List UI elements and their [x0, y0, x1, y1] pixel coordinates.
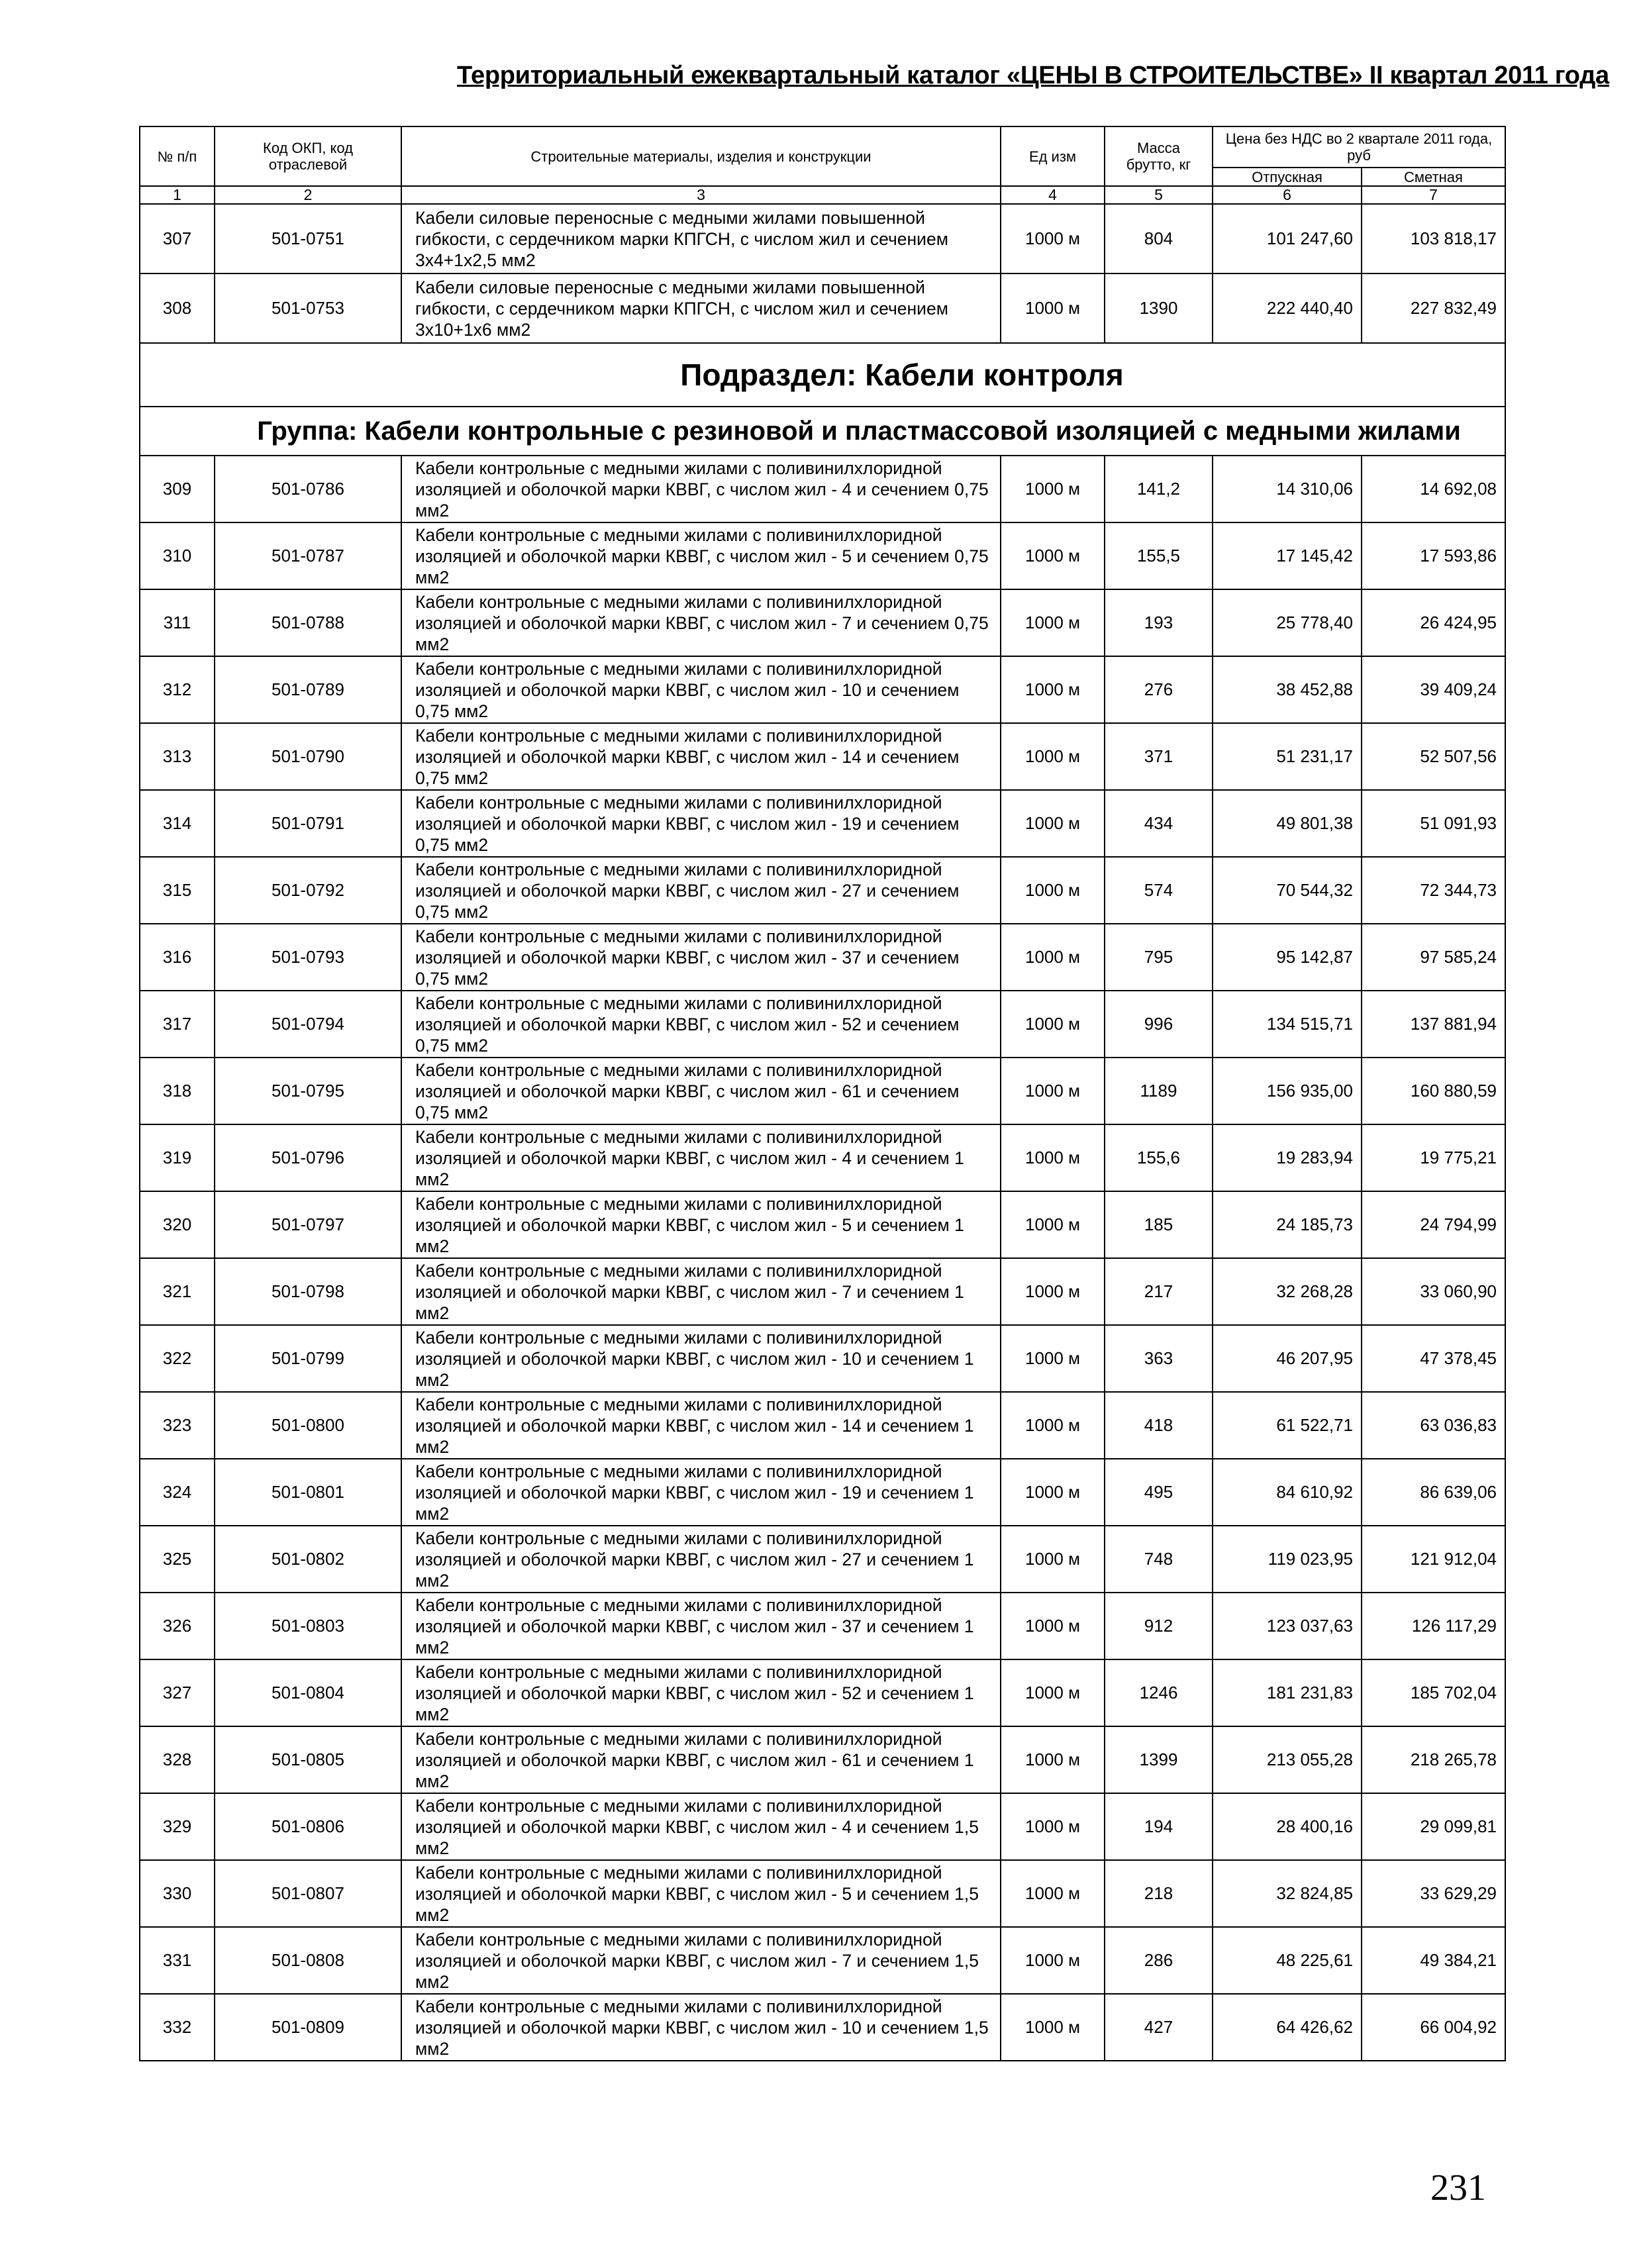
row-description: Кабели контрольные с медными жилами с поливинилхлоридной изоляцией и оболочкой марки КВВГ, с числом жил - 61 и сечением 1 мм2	[401, 1726, 1001, 1793]
row-mass: 427	[1105, 1994, 1213, 2061]
row-description: Кабели контрольные с медными жилами с поливинилхлоридной изоляцией и оболочкой марки КВВГ, с числом жил - 14 и сечением 1 мм2	[401, 1392, 1001, 1459]
row-price-release: 101 247,60	[1213, 204, 1362, 273]
table-row	[140, 924, 1505, 991]
row-code: 501-0797	[215, 1191, 401, 1258]
subsection-title-row	[140, 343, 1505, 407]
row-code: 501-0799	[215, 1325, 401, 1392]
row-number: 314	[140, 790, 215, 857]
col-header-num: № п/п	[140, 126, 215, 186]
row-unit: 1000 м	[1001, 723, 1105, 790]
row-price-estimate: 227 832,49	[1362, 273, 1505, 343]
table-row	[140, 522, 1505, 589]
row-mass: 1399	[1105, 1726, 1213, 1793]
row-code: 501-0804	[215, 1659, 401, 1726]
row-code: 501-0803	[215, 1593, 401, 1659]
row-number: 326	[140, 1593, 215, 1659]
row-price-release: 32 824,85	[1213, 1860, 1362, 1927]
row-price-release: 213 055,28	[1213, 1726, 1362, 1793]
row-price-estimate: 218 265,78	[1362, 1726, 1505, 1793]
table-row	[140, 1392, 1505, 1459]
row-unit: 1000 м	[1001, 1927, 1105, 1994]
row-number: 324	[140, 1459, 215, 1526]
row-unit: 1000 м	[1001, 589, 1105, 656]
row-unit: 1000 м	[1001, 273, 1105, 343]
row-unit: 1000 м	[1001, 1793, 1105, 1860]
row-code: 501-0798	[215, 1258, 401, 1325]
row-number: 311	[140, 589, 215, 656]
row-price-estimate: 24 794,99	[1362, 1191, 1505, 1258]
table-row	[140, 1058, 1505, 1124]
row-price-release: 84 610,92	[1213, 1459, 1362, 1526]
col-header-unit: Ед изм	[1001, 126, 1105, 186]
row-price-release: 38 452,88	[1213, 656, 1362, 723]
row-unit: 1000 м	[1001, 1659, 1105, 1726]
row-unit: 1000 м	[1001, 1325, 1105, 1392]
row-mass: 1189	[1105, 1058, 1213, 1124]
row-description: Кабели контрольные с медными жилами с поливинилхлоридной изоляцией и оболочкой марки КВВГ, с числом жил - 4 и сечением 1 мм2	[401, 1124, 1001, 1191]
table-row	[140, 857, 1505, 924]
row-number: 332	[140, 1994, 215, 2061]
row-code: 501-0792	[215, 857, 401, 924]
row-unit: 1000 м	[1001, 1593, 1105, 1659]
row-number: 323	[140, 1392, 215, 1459]
table-row	[140, 656, 1505, 723]
row-number: 317	[140, 991, 215, 1058]
row-price-release: 51 231,17	[1213, 723, 1362, 790]
table-row	[140, 1191, 1505, 1258]
row-number: 330	[140, 1860, 215, 1927]
row-number: 316	[140, 924, 215, 991]
row-description: Кабели контрольные с медными жилами с поливинилхлоридной изоляцией и оболочкой марки КВВГ, с числом жил - 19 и сечением 0,75 мм2	[401, 790, 1001, 857]
row-code: 501-0751	[215, 204, 401, 273]
row-price-release: 134 515,71	[1213, 991, 1362, 1058]
row-price-estimate: 33 629,29	[1362, 1860, 1505, 1927]
table-row	[140, 273, 1505, 343]
row-price-release: 25 778,40	[1213, 589, 1362, 656]
row-price-release: 119 023,95	[1213, 1526, 1362, 1593]
row-number: 328	[140, 1726, 215, 1793]
row-description: Кабели контрольные с медными жилами с поливинилхлоридной изоляцией и оболочкой марки КВВГ, с числом жил - 27 и сечением 0,75 мм2	[401, 857, 1001, 924]
col-number: 5	[1105, 186, 1213, 204]
row-code: 501-0788	[215, 589, 401, 656]
row-unit: 1000 м	[1001, 522, 1105, 589]
row-number: 309	[140, 456, 215, 522]
row-number: 319	[140, 1124, 215, 1191]
row-mass: 804	[1105, 204, 1213, 273]
row-price-estimate: 14 692,08	[1362, 456, 1505, 522]
row-number: 331	[140, 1927, 215, 1994]
row-price-estimate: 63 036,83	[1362, 1392, 1505, 1459]
row-mass: 912	[1105, 1593, 1213, 1659]
group-title-row	[140, 407, 1505, 456]
row-description: Кабели контрольные с медными жилами с поливинилхлоридной изоляцией и оболочкой марки КВВГ, с числом жил - 61 и сечением 0,75 мм2	[401, 1058, 1001, 1124]
row-unit: 1000 м	[1001, 1726, 1105, 1793]
col-header-price-estimate: Сметная	[1362, 168, 1505, 186]
col-header-code: Код ОКП, код отраслевой	[215, 126, 401, 186]
row-description: Кабели контрольные с медными жилами с поливинилхлоридной изоляцией и оболочкой марки КВВГ, с числом жил - 52 и сечением 0,75 мм2	[401, 991, 1001, 1058]
price-table	[139, 126, 1506, 2061]
row-number: 329	[140, 1793, 215, 1860]
row-price-estimate: 185 702,04	[1362, 1659, 1505, 1726]
row-unit: 1000 м	[1001, 1860, 1105, 1927]
table-row	[140, 723, 1505, 790]
row-description: Кабели контрольные с медными жилами с поливинилхлоридной изоляцией и оболочкой марки КВВГ, с числом жил - 4 и сечением 1,5 мм2	[401, 1793, 1001, 1860]
row-description: Кабели контрольные с медными жилами с поливинилхлоридной изоляцией и оболочкой марки КВВГ, с числом жил - 4 и сечением 0,75 мм2	[401, 456, 1001, 522]
row-price-release: 46 207,95	[1213, 1325, 1362, 1392]
row-mass: 574	[1105, 857, 1213, 924]
table-row	[140, 456, 1505, 522]
row-mass: 155,6	[1105, 1124, 1213, 1191]
row-description: Кабели контрольные с медными жилами с поливинилхлоридной изоляцией и оболочкой марки КВВГ, с числом жил - 10 и сечением 1,5 мм2	[401, 1994, 1001, 2061]
row-unit: 1000 м	[1001, 991, 1105, 1058]
row-price-release: 17 145,42	[1213, 522, 1362, 589]
row-unit: 1000 м	[1001, 456, 1105, 522]
row-price-estimate: 72 344,73	[1362, 857, 1505, 924]
row-number: 320	[140, 1191, 215, 1258]
row-unit: 1000 м	[1001, 1526, 1105, 1593]
row-description: Кабели контрольные с медными жилами с поливинилхлоридной изоляцией и оболочкой марки КВВГ, с числом жил - 19 и сечением 1 мм2	[401, 1459, 1001, 1526]
table-row	[140, 1726, 1505, 1793]
row-mass: 286	[1105, 1927, 1213, 1994]
row-code: 501-0808	[215, 1927, 401, 1994]
row-price-estimate: 86 639,06	[1362, 1459, 1505, 1526]
row-unit: 1000 м	[1001, 204, 1105, 273]
row-price-release: 28 400,16	[1213, 1793, 1362, 1860]
row-mass: 495	[1105, 1459, 1213, 1526]
table-row	[140, 1124, 1505, 1191]
row-unit: 1000 м	[1001, 790, 1105, 857]
row-code: 501-0789	[215, 656, 401, 723]
row-mass: 418	[1105, 1392, 1213, 1459]
row-mass: 218	[1105, 1860, 1213, 1927]
table-row	[140, 1258, 1505, 1325]
row-price-release: 24 185,73	[1213, 1191, 1362, 1258]
row-number: 327	[140, 1659, 215, 1726]
row-code: 501-0791	[215, 790, 401, 857]
row-code: 501-0809	[215, 1994, 401, 2061]
table-row	[140, 1793, 1505, 1860]
row-description: Кабели контрольные с медными жилами с поливинилхлоридной изоляцией и оболочкой марки КВВГ, с числом жил - 5 и сечением 1,5 мм2	[401, 1860, 1001, 1927]
row-price-release: 19 283,94	[1213, 1124, 1362, 1191]
row-mass: 434	[1105, 790, 1213, 857]
row-mass: 194	[1105, 1793, 1213, 1860]
row-code: 501-0802	[215, 1526, 401, 1593]
table-row	[140, 1526, 1505, 1593]
row-price-release: 64 426,62	[1213, 1994, 1362, 2061]
row-unit: 1000 м	[1001, 1191, 1105, 1258]
row-description: Кабели силовые переносные с медными жилами повышенной гибкости, с сердечником марки КПГСН, с числом жил и сечением 3х4+1х2,5 мм2	[401, 204, 1001, 273]
row-price-estimate: 51 091,93	[1362, 790, 1505, 857]
row-price-estimate: 52 507,56	[1362, 723, 1505, 790]
row-mass: 217	[1105, 1258, 1213, 1325]
row-description: Кабели контрольные с медными жилами с поливинилхлоридной изоляцией и оболочкой марки КВВГ, с числом жил - 27 и сечением 1 мм2	[401, 1526, 1001, 1593]
row-price-release: 32 268,28	[1213, 1258, 1362, 1325]
row-number: 308	[140, 273, 215, 343]
row-unit: 1000 м	[1001, 656, 1105, 723]
row-description: Кабели контрольные с медными жилами с поливинилхлоридной изоляцией и оболочкой марки КВВГ, с числом жил - 7 и сечением 1 мм2	[401, 1258, 1001, 1325]
row-code: 501-0800	[215, 1392, 401, 1459]
table-row	[140, 1459, 1505, 1526]
table-row	[140, 1325, 1505, 1392]
row-number: 318	[140, 1058, 215, 1124]
row-mass: 795	[1105, 924, 1213, 991]
row-description: Кабели силовые переносные с медными жилами повышенной гибкости, с сердечником марки КПГСН, с числом жил и сечением 3х10+1х6 мм2	[401, 273, 1001, 343]
row-number: 307	[140, 204, 215, 273]
row-unit: 1000 м	[1001, 1258, 1105, 1325]
row-code: 501-0787	[215, 522, 401, 589]
col-number: 7	[1362, 186, 1505, 204]
row-price-estimate: 49 384,21	[1362, 1927, 1505, 1994]
table-row	[140, 790, 1505, 857]
row-code: 501-0801	[215, 1459, 401, 1526]
row-description: Кабели контрольные с медными жилами с поливинилхлоридной изоляцией и оболочкой марки КВВГ, с числом жил - 7 и сечением 1,5 мм2	[401, 1927, 1001, 1994]
col-header-mass: Масса брутто, кг	[1105, 126, 1213, 186]
page-header: Территориальный ежеквартальный каталог «ЦЕНЫ В СТРОИТЕЛЬСТВЕ» II квартал 2011 года	[457, 62, 1609, 89]
row-price-release: 61 522,71	[1213, 1392, 1362, 1459]
table-row	[140, 1994, 1505, 2061]
row-price-estimate: 97 585,24	[1362, 924, 1505, 991]
col-number: 2	[215, 186, 401, 204]
row-description: Кабели контрольные с медными жилами с поливинилхлоридной изоляцией и оболочкой марки КВВГ, с числом жил - 52 и сечением 1 мм2	[401, 1659, 1001, 1726]
row-price-estimate: 126 117,29	[1362, 1593, 1505, 1659]
table-row	[140, 1659, 1505, 1726]
row-description: Кабели контрольные с медными жилами с поливинилхлоридной изоляцией и оболочкой марки КВВГ, с числом жил - 10 и сечением 1 мм2	[401, 1325, 1001, 1392]
row-price-estimate: 39 409,24	[1362, 656, 1505, 723]
row-price-estimate: 33 060,90	[1362, 1258, 1505, 1325]
row-price-release: 95 142,87	[1213, 924, 1362, 991]
row-number: 321	[140, 1258, 215, 1325]
subsection-title: Подраздел: Кабели контроля	[140, 343, 1505, 407]
row-description: Кабели контрольные с медными жилами с поливинилхлоридной изоляцией и оболочкой марки КВВГ, с числом жил - 37 и сечением 1 мм2	[401, 1593, 1001, 1659]
table-row	[140, 1860, 1505, 1927]
row-unit: 1000 м	[1001, 1124, 1105, 1191]
row-unit: 1000 м	[1001, 857, 1105, 924]
row-code: 501-0806	[215, 1793, 401, 1860]
row-mass: 193	[1105, 589, 1213, 656]
row-price-release: 70 544,32	[1213, 857, 1362, 924]
row-code: 501-0794	[215, 991, 401, 1058]
row-code: 501-0795	[215, 1058, 401, 1124]
row-number: 312	[140, 656, 215, 723]
row-description: Кабели контрольные с медными жилами с поливинилхлоридной изоляцией и оболочкой марки КВВГ, с числом жил - 7 и сечением 0,75 мм2	[401, 589, 1001, 656]
col-number: 3	[401, 186, 1001, 204]
row-code: 501-0790	[215, 723, 401, 790]
row-mass: 1390	[1105, 273, 1213, 343]
table-row	[140, 589, 1505, 656]
row-unit: 1000 м	[1001, 1994, 1105, 2061]
page-number: 231	[1430, 2167, 1486, 2208]
row-price-estimate: 160 880,59	[1362, 1058, 1505, 1124]
row-price-estimate: 19 775,21	[1362, 1124, 1505, 1191]
row-description: Кабели контрольные с медными жилами с поливинилхлоридной изоляцией и оболочкой марки КВВГ, с числом жил - 14 и сечением 0,75 мм2	[401, 723, 1001, 790]
row-price-release: 181 231,83	[1213, 1659, 1362, 1726]
row-description: Кабели контрольные с медными жилами с поливинилхлоридной изоляцией и оболочкой марки КВВГ, с числом жил - 37 и сечением 0,75 мм2	[401, 924, 1001, 991]
col-header-price-release: Отпускная	[1213, 168, 1362, 186]
row-price-release: 14 310,06	[1213, 456, 1362, 522]
row-mass: 276	[1105, 656, 1213, 723]
row-price-estimate: 47 378,45	[1362, 1325, 1505, 1392]
col-header-price: Цена без НДС во 2 квартале 2011 года, руб	[1213, 126, 1505, 168]
row-price-estimate: 121 912,04	[1362, 1526, 1505, 1593]
row-price-release: 123 037,63	[1213, 1593, 1362, 1659]
row-mass: 996	[1105, 991, 1213, 1058]
row-price-estimate: 29 099,81	[1362, 1793, 1505, 1860]
row-description: Кабели контрольные с медными жилами с поливинилхлоридной изоляцией и оболочкой марки КВВГ, с числом жил - 10 и сечением 0,75 мм2	[401, 656, 1001, 723]
row-price-release: 222 440,40	[1213, 273, 1362, 343]
row-description: Кабели контрольные с медными жилами с поливинилхлоридной изоляцией и оболочкой марки КВВГ, с числом жил - 5 и сечением 1 мм2	[401, 1191, 1001, 1258]
table-row	[140, 1927, 1505, 1994]
table-row	[140, 991, 1505, 1058]
group-title: Группа: Кабели контрольные с резиновой и пластмассовой изоляцией с медными жилами	[140, 407, 1505, 456]
row-description: Кабели контрольные с медными жилами с поливинилхлоридной изоляцией и оболочкой марки КВВГ, с числом жил - 5 и сечением 0,75 мм2	[401, 522, 1001, 589]
row-price-estimate: 137 881,94	[1362, 991, 1505, 1058]
row-price-release: 49 801,38	[1213, 790, 1362, 857]
col-number: 6	[1213, 186, 1362, 204]
row-mass: 141,2	[1105, 456, 1213, 522]
row-mass: 748	[1105, 1526, 1213, 1593]
row-code: 501-0805	[215, 1726, 401, 1793]
table-row	[140, 1593, 1505, 1659]
row-mass: 155,5	[1105, 522, 1213, 589]
row-mass: 363	[1105, 1325, 1213, 1392]
row-price-estimate: 17 593,86	[1362, 522, 1505, 589]
row-unit: 1000 м	[1001, 1392, 1105, 1459]
row-mass: 371	[1105, 723, 1213, 790]
row-mass: 1246	[1105, 1659, 1213, 1726]
row-price-estimate: 103 818,17	[1362, 204, 1505, 273]
row-number: 325	[140, 1526, 215, 1593]
row-unit: 1000 м	[1001, 1058, 1105, 1124]
col-number: 1	[140, 186, 215, 204]
col-number: 4	[1001, 186, 1105, 204]
row-code: 501-0807	[215, 1860, 401, 1927]
row-code: 501-0793	[215, 924, 401, 991]
table-row	[140, 204, 1505, 273]
row-number: 310	[140, 522, 215, 589]
row-price-release: 156 935,00	[1213, 1058, 1362, 1124]
row-mass: 185	[1105, 1191, 1213, 1258]
row-number: 313	[140, 723, 215, 790]
row-code: 501-0786	[215, 456, 401, 522]
row-number: 315	[140, 857, 215, 924]
row-unit: 1000 м	[1001, 924, 1105, 991]
row-code: 501-0796	[215, 1124, 401, 1191]
row-price-release: 48 225,61	[1213, 1927, 1362, 1994]
row-code: 501-0753	[215, 273, 401, 343]
row-price-estimate: 66 004,92	[1362, 1994, 1505, 2061]
row-number: 322	[140, 1325, 215, 1392]
row-unit: 1000 м	[1001, 1459, 1105, 1526]
col-header-material: Строительные материалы, изделия и конструкции	[401, 126, 1001, 186]
row-price-estimate: 26 424,95	[1362, 589, 1505, 656]
